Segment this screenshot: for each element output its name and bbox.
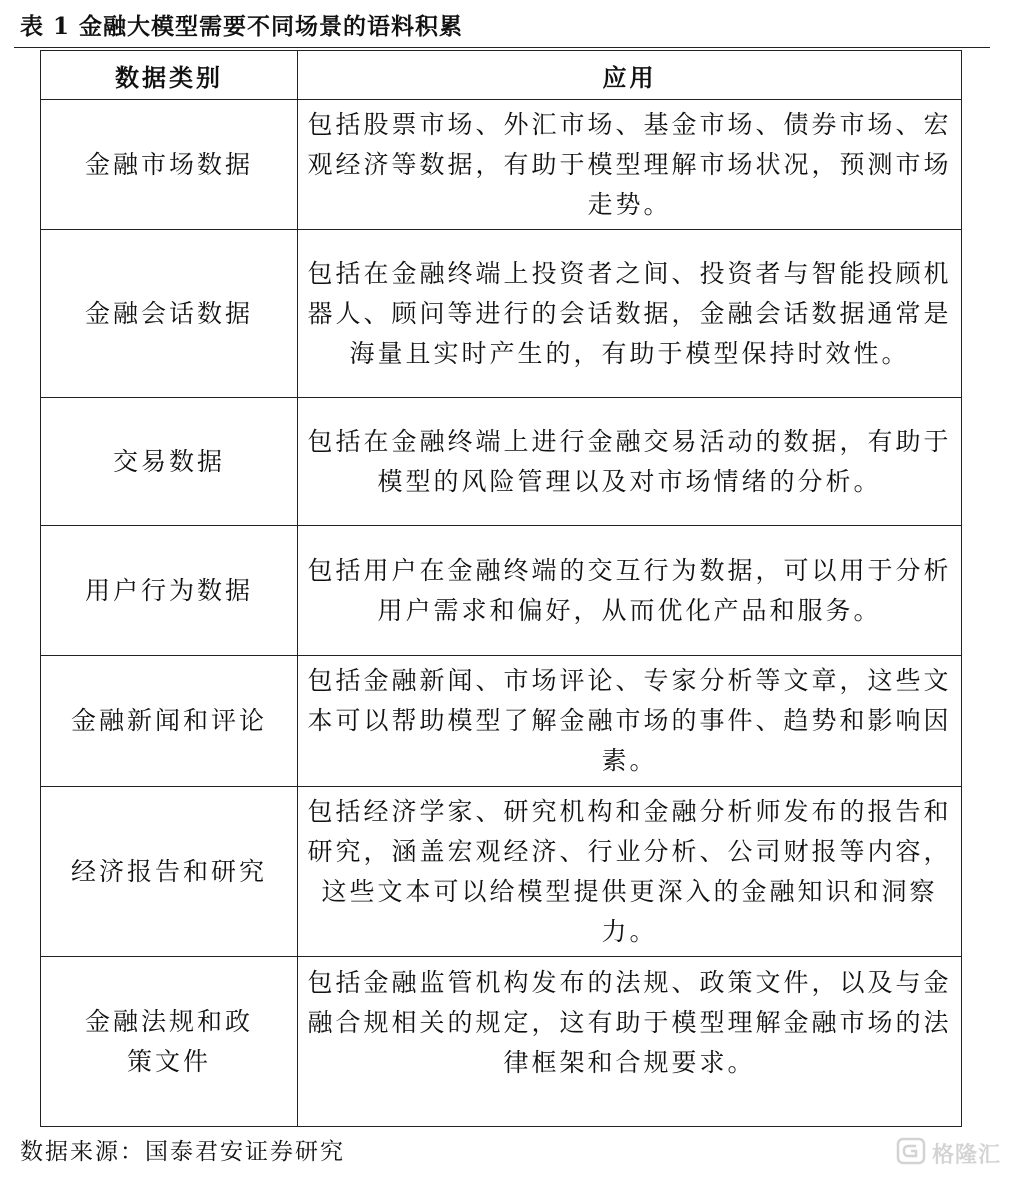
gelonghui-logo-icon [896,1137,926,1169]
corpus-table [40,50,962,1127]
title-divider [14,47,990,48]
table-header-row [41,51,962,100]
application-cell: 包括股票市场、外汇市场、基金市场、债券市场、宏观经济等数据，有助于模型理解市场状况，预测市场走势。 [298,100,962,230]
application-cell: 包括用户在金融终端的交互行为数据，可以用于分析用户需求和偏好，从而优化产品和服务。 [298,526,962,656]
category-cell: 金融会话数据 [41,230,298,398]
table-title: 表 1 金融大模型需要不同场景的语料积累 [20,13,464,40]
application-cell: 包括在金融终端上进行金融交易活动的数据，有助于模型的风险管理以及对市场情绪的分析。 [298,398,962,526]
header-application: 应用 [298,51,962,100]
category-cell: 交易数据 [41,398,298,526]
source-note: 数据来源：国泰君安证券研究 [20,1139,345,1165]
application-cell: 包括经济学家、研究机构和金融分析师发布的报告和研究，涵盖宏观经济、行业分析、公司财报等内容，这些文本可以给模型提供更深入的金融知识和洞察力。 [298,787,962,957]
category-cell: 金融法规和政策文件 [41,957,298,1127]
header-category: 数据类别 [41,51,298,100]
category-cell: 用户行为数据 [41,526,298,656]
table-row [41,230,962,398]
table-row [41,100,962,230]
table-row [41,656,962,787]
application-cell: 包括金融监管机构发布的法规、政策文件，以及与金融合规相关的规定，这有助于模型理解金融市场的法律框架和合规要求。 [298,957,962,1127]
application-cell: 包括在金融终端上投资者之间、投资者与智能投顾机器人、顾问等进行的会话数据，金融会话数据通常是海量且实时产生的，有助于模型保持时效性。 [298,230,962,398]
watermark [896,1138,1001,1168]
table-row [41,398,962,526]
category-cell: 金融市场数据 [41,100,298,230]
application-cell: 包括金融新闻、市场评论、专家分析等文章，这些文本可以帮助模型了解金融市场的事件、趋势和影响因素。 [298,656,962,787]
table-row [41,787,962,957]
category-cell: 金融新闻和评论 [41,656,298,787]
table-row [41,526,962,656]
watermark-text: 格隆汇 [931,1142,1001,1168]
category-cell: 经济报告和研究 [41,787,298,957]
table-row [41,957,962,1127]
